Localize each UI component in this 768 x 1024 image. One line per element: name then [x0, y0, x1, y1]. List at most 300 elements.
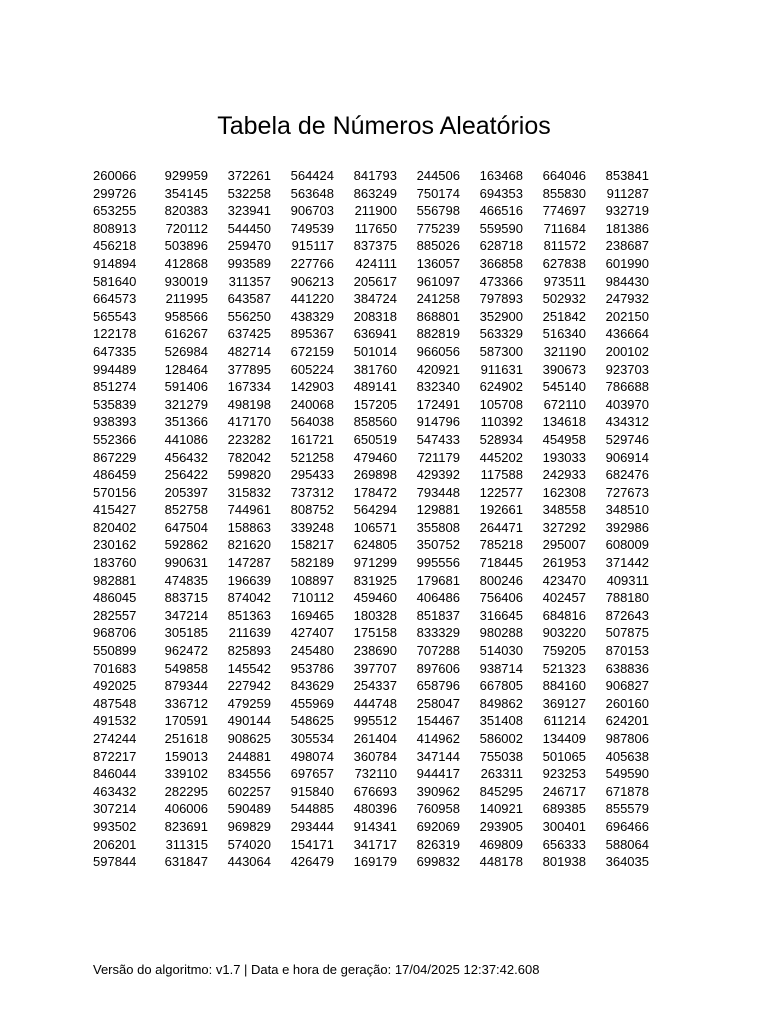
- table-cell: 479259: [227, 695, 271, 711]
- table-row: [88, 695, 649, 713]
- table-cell: 906914: [605, 449, 649, 465]
- table-cell: 958566: [164, 308, 208, 324]
- table-cell: 348558: [542, 502, 586, 518]
- table-cell: 158217: [290, 537, 334, 553]
- table-row: [88, 748, 649, 766]
- table-row: [88, 818, 649, 836]
- table-cell: 360784: [353, 748, 397, 764]
- table-cell: 574020: [227, 836, 271, 852]
- table-cell: 352900: [479, 308, 523, 324]
- table-cell: 689385: [542, 801, 586, 817]
- table-cell: 624805: [353, 537, 397, 553]
- table-cell: 884160: [542, 678, 586, 694]
- table-cell: 637425: [227, 326, 271, 342]
- table-cell: 938393: [93, 414, 137, 430]
- table-row: [88, 185, 649, 203]
- table-cell: 800246: [479, 572, 523, 588]
- table-cell: 482714: [227, 343, 271, 359]
- table-cell: 412868: [164, 255, 208, 271]
- table-row: [88, 572, 649, 590]
- table-cell: 293905: [479, 818, 523, 834]
- table-cell: 479460: [353, 449, 397, 465]
- table-cell: 466516: [479, 203, 523, 219]
- table-row: [88, 220, 649, 238]
- table-cell: 480396: [353, 801, 397, 817]
- table-cell: 849862: [479, 695, 523, 711]
- table-cell: 354145: [164, 185, 208, 201]
- table-row: [88, 413, 649, 431]
- table-cell: 269898: [353, 467, 397, 483]
- table-cell: 206201: [93, 836, 137, 852]
- table-cell: 833329: [416, 625, 460, 641]
- table-cell: 161721: [290, 431, 334, 447]
- table-cell: 158863: [227, 519, 271, 535]
- table-cell: 128464: [164, 361, 208, 377]
- table-cell: 544885: [290, 801, 334, 817]
- table-cell: 863249: [353, 185, 397, 201]
- table-cell: 932719: [605, 203, 649, 219]
- table-cell: 544450: [227, 220, 271, 236]
- table-cell: 501065: [542, 748, 586, 764]
- table-cell: 718445: [479, 555, 523, 571]
- table-cell: 676693: [353, 783, 397, 799]
- table-cell: 552366: [93, 431, 137, 447]
- table-cell: 172491: [416, 396, 460, 412]
- table-cell: 832340: [416, 379, 460, 395]
- table-cell: 707288: [416, 643, 460, 659]
- table-cell: 456432: [164, 449, 208, 465]
- table-cell: 274244: [93, 731, 137, 746]
- table-cell: 260066: [93, 168, 137, 183]
- table-cell: 929959: [164, 168, 208, 183]
- table-cell: 175158: [353, 625, 397, 641]
- table-cell: 895367: [290, 326, 334, 342]
- table-cell: 490144: [227, 713, 271, 729]
- table-cell: 671878: [605, 783, 649, 799]
- table-cell: 202150: [605, 308, 649, 324]
- table-cell: 656333: [542, 836, 586, 852]
- table-cell: 980288: [479, 625, 523, 641]
- table-cell: 564038: [290, 414, 334, 430]
- table-row: [88, 536, 649, 554]
- table-row: [88, 660, 649, 678]
- table-cell: 647335: [93, 343, 137, 359]
- table-cell: 157205: [353, 396, 397, 412]
- table-cell: 196639: [227, 572, 271, 588]
- table-cell: 697657: [290, 766, 334, 782]
- table-cell: 441086: [164, 431, 208, 447]
- table-cell: 529746: [605, 431, 649, 447]
- table-cell: 749539: [290, 220, 334, 236]
- table-cell: 369127: [542, 695, 586, 711]
- table-cell: 227942: [227, 678, 271, 694]
- table-cell: 516340: [542, 326, 586, 342]
- table-cell: 205617: [353, 273, 397, 289]
- table-cell: 995556: [416, 555, 460, 571]
- table-cell: 914894: [93, 255, 137, 271]
- table-cell: 868801: [416, 308, 460, 324]
- table-row: [88, 765, 649, 783]
- table-cell: 489141: [353, 379, 397, 395]
- table-cell: 347214: [164, 607, 208, 623]
- table-cell: 602257: [227, 783, 271, 799]
- footer-generation-info: Versão do algoritmo: v1.7 | Data e hora de geração: 17/04/2025 12:37:42.608: [93, 962, 540, 977]
- table-cell: 351408: [479, 713, 523, 729]
- table-cell: 944417: [416, 766, 460, 782]
- table-cell: 755038: [479, 748, 523, 764]
- table-cell: 801938: [542, 854, 586, 870]
- table-cell: 775239: [416, 220, 460, 236]
- table-cell: 581640: [93, 273, 137, 289]
- table-cell: 782042: [227, 449, 271, 465]
- table-cell: 591406: [164, 379, 208, 395]
- table-cell: 938714: [479, 660, 523, 676]
- table-cell: 564424: [290, 168, 334, 183]
- table-row: [88, 255, 649, 273]
- table-cell: 821620: [227, 537, 271, 553]
- table-cell: 774697: [542, 203, 586, 219]
- table-cell: 559590: [479, 220, 523, 236]
- table-cell: 163468: [479, 168, 523, 183]
- table-cell: 597844: [93, 854, 137, 870]
- table-cell: 445202: [479, 449, 523, 465]
- table-cell: 808913: [93, 220, 137, 236]
- table-cell: 261953: [542, 555, 586, 571]
- table-cell: 570156: [93, 484, 137, 500]
- table-cell: 788180: [605, 590, 649, 606]
- table-cell: 930019: [164, 273, 208, 289]
- table-cell: 588064: [605, 836, 649, 852]
- table-cell: 486459: [93, 467, 137, 483]
- table-cell: 427407: [290, 625, 334, 641]
- table-cell: 240068: [290, 396, 334, 412]
- table-cell: 608009: [605, 537, 649, 553]
- table-cell: 953786: [290, 660, 334, 676]
- table-cell: 154171: [290, 836, 334, 852]
- table-cell: 990631: [164, 555, 208, 571]
- table-cell: 170591: [164, 713, 208, 729]
- table-cell: 915117: [291, 238, 334, 254]
- table-cell: 825893: [227, 643, 271, 659]
- table-cell: 181386: [605, 220, 649, 236]
- table-cell: 599820: [227, 467, 271, 483]
- table-row: [88, 624, 649, 642]
- table-cell: 154467: [416, 713, 460, 729]
- table-cell: 563329: [479, 326, 523, 342]
- table-cell: 692069: [416, 818, 460, 834]
- table-row: [88, 396, 649, 414]
- table-cell: 638836: [605, 660, 649, 676]
- table-cell: 498074: [290, 748, 334, 764]
- table-cell: 923703: [605, 361, 649, 377]
- table-cell: 535839: [93, 396, 137, 412]
- table-cell: 183760: [93, 555, 137, 571]
- table-cell: 903220: [542, 625, 586, 641]
- table-cell: 415427: [93, 502, 137, 518]
- table-cell: 406486: [416, 590, 460, 606]
- table-cell: 424111: [355, 255, 397, 271]
- table-cell: 492025: [93, 678, 137, 694]
- table-cell: 136057: [416, 255, 460, 271]
- table-cell: 341717: [353, 836, 397, 852]
- table-cell: 436664: [605, 326, 649, 342]
- table-cell: 820383: [164, 203, 208, 219]
- table-cell: 879344: [164, 678, 208, 694]
- table-cell: 744961: [227, 502, 271, 518]
- table-cell: 624201: [605, 713, 649, 729]
- table-cell: 845295: [479, 783, 523, 799]
- table-cell: 227766: [290, 255, 334, 271]
- table-cell: 851837: [416, 607, 460, 623]
- table-row: [88, 290, 649, 308]
- table-cell: 911631: [480, 361, 523, 377]
- table-cell: 423470: [542, 572, 586, 588]
- table-cell: 820402: [93, 519, 137, 535]
- table-cell: 852758: [164, 502, 208, 518]
- table-cell: 973511: [543, 273, 586, 289]
- table-cell: 159013: [164, 748, 208, 764]
- table-cell: 711684: [543, 220, 586, 236]
- table-cell: 347144: [416, 748, 460, 764]
- table-cell: 473366: [479, 273, 523, 289]
- table-cell: 244506: [416, 168, 460, 183]
- table-cell: 759205: [542, 643, 586, 659]
- table-cell: 443064: [227, 854, 271, 870]
- table-cell: 426479: [290, 854, 334, 870]
- table-cell: 834556: [227, 766, 271, 782]
- table-cell: 682476: [605, 467, 649, 483]
- table-cell: 565543: [93, 308, 137, 324]
- table-cell: 643587: [227, 291, 271, 307]
- table-cell: 474835: [164, 572, 208, 588]
- table-cell: 258047: [416, 695, 460, 711]
- table-cell: 826319: [416, 836, 460, 852]
- table-row: [88, 167, 649, 185]
- table-cell: 238690: [353, 643, 397, 659]
- table-cell: 350752: [416, 537, 460, 553]
- table-cell: 995512: [353, 713, 397, 729]
- table-cell: 605224: [290, 361, 334, 377]
- table-cell: 377895: [227, 361, 271, 377]
- table-cell: 658796: [416, 678, 460, 694]
- table-cell: 251842: [542, 308, 586, 324]
- table-cell: 906703: [290, 203, 334, 219]
- table-cell: 727673: [605, 484, 649, 500]
- table-cell: 264471: [479, 519, 523, 535]
- table-cell: 811572: [543, 238, 586, 254]
- table-row: [88, 642, 649, 660]
- table-cell: 611214: [543, 713, 586, 729]
- table-cell: 650519: [353, 431, 397, 447]
- table-cell: 923253: [542, 766, 586, 782]
- table-row: [88, 589, 649, 607]
- table-cell: 321279: [164, 396, 208, 412]
- table-cell: 914796: [416, 414, 460, 430]
- table-cell: 487548: [93, 695, 137, 711]
- table-cell: 311315: [165, 836, 208, 852]
- table-cell: 914341: [353, 818, 397, 834]
- table-cell: 915840: [290, 783, 334, 799]
- table-cell: 129881: [416, 502, 460, 518]
- table-cell: 321190: [543, 343, 586, 359]
- table-cell: 110392: [480, 414, 523, 430]
- table-cell: 846044: [93, 766, 137, 782]
- table-cell: 653255: [93, 203, 137, 219]
- table-cell: 545140: [542, 379, 586, 395]
- table-cell: 823691: [164, 818, 208, 834]
- table-cell: 409311: [606, 572, 649, 588]
- table-cell: 507875: [605, 625, 649, 641]
- table-row: [88, 431, 649, 449]
- table-cell: 122577: [479, 484, 523, 500]
- table-cell: 211995: [165, 291, 208, 307]
- table-cell: 966056: [416, 343, 460, 359]
- table-row: [88, 361, 649, 379]
- table-row: [88, 800, 649, 818]
- table-cell: 870153: [605, 643, 649, 659]
- table-cell: 556798: [416, 203, 460, 219]
- table-cell: 178472: [353, 484, 397, 500]
- table-cell: 193033: [542, 449, 586, 465]
- table-cell: 414962: [416, 731, 460, 746]
- table-cell: 311357: [228, 273, 271, 289]
- table-cell: 134409: [542, 731, 586, 746]
- table-cell: 486045: [93, 590, 137, 606]
- table-cell: 211639: [228, 625, 271, 641]
- table-row: [88, 273, 649, 291]
- table-cell: 299726: [93, 185, 137, 201]
- table-cell: 372261: [227, 168, 271, 183]
- table-cell: 855830: [542, 185, 586, 201]
- table-cell: 169465: [290, 607, 334, 623]
- table-cell: 179681: [416, 572, 460, 588]
- table-cell: 906827: [605, 678, 649, 694]
- table-cell: 882819: [416, 326, 460, 342]
- table-cell: 282557: [93, 607, 137, 623]
- table-cell: 162308: [542, 484, 586, 500]
- table-cell: 720112: [165, 220, 208, 236]
- table-cell: 710112: [291, 590, 334, 606]
- table-cell: 305185: [164, 625, 208, 641]
- table-cell: 246717: [542, 783, 586, 799]
- table-cell: 117650: [354, 220, 397, 236]
- table-cell: 667805: [479, 678, 523, 694]
- table-cell: 514030: [479, 643, 523, 659]
- table-cell: 392986: [605, 519, 649, 535]
- table-cell: 971299: [353, 555, 397, 571]
- table-cell: 501014: [353, 343, 397, 359]
- table-cell: 592862: [164, 537, 208, 553]
- table-cell: 987806: [605, 731, 649, 746]
- table-cell: 906213: [290, 273, 334, 289]
- table-cell: 448178: [479, 854, 523, 870]
- table-cell: 105708: [479, 396, 523, 412]
- table-row: [88, 449, 649, 467]
- table-cell: 993502: [93, 818, 137, 834]
- table-cell: 122178: [93, 326, 137, 342]
- table-cell: 628718: [479, 238, 523, 254]
- table-cell: 429392: [416, 467, 460, 483]
- table-cell: 699832: [416, 854, 460, 870]
- table-cell: 808752: [290, 502, 334, 518]
- table-cell: 503896: [164, 238, 208, 254]
- table-cell: 366858: [479, 255, 523, 271]
- table-cell: 961097: [416, 273, 460, 289]
- table-cell: 315832: [227, 484, 271, 500]
- table-cell: 406006: [164, 801, 208, 817]
- table-cell: 853841: [605, 168, 649, 183]
- table-cell: 672159: [290, 343, 334, 359]
- table-row: [88, 712, 649, 730]
- table-cell: 169179: [353, 854, 397, 870]
- table-cell: 548625: [290, 713, 334, 729]
- table-cell: 843629: [290, 678, 334, 694]
- table-cell: 750174: [416, 185, 460, 201]
- table-cell: 323941: [227, 203, 271, 219]
- table-cell: 192661: [479, 502, 523, 518]
- table-cell: 339248: [290, 519, 334, 535]
- table-cell: 564294: [353, 502, 397, 518]
- table-cell: 463432: [93, 783, 137, 799]
- table-cell: 300401: [542, 818, 586, 834]
- table-cell: 994489: [93, 361, 137, 377]
- table-cell: 295433: [290, 467, 334, 483]
- table-cell: 502932: [542, 291, 586, 307]
- table-cell: 498198: [227, 396, 271, 412]
- table-cell: 200102: [605, 343, 649, 359]
- table-cell: 647504: [164, 519, 208, 535]
- table-cell: 549590: [605, 766, 649, 782]
- table-cell: 145542: [227, 660, 271, 676]
- table-cell: 134618: [542, 414, 586, 430]
- table-cell: 242933: [542, 467, 586, 483]
- table-cell: 305534: [290, 731, 334, 746]
- table-cell: 851274: [93, 379, 137, 395]
- table-cell: 456218: [93, 238, 137, 254]
- table-row: [88, 783, 649, 801]
- table-cell: 636941: [353, 326, 397, 342]
- table-cell: 381760: [353, 361, 397, 377]
- table-cell: 756406: [479, 590, 523, 606]
- table-cell: 384724: [353, 291, 397, 307]
- table-cell: 851363: [227, 607, 271, 623]
- table-cell: 872217: [93, 748, 137, 764]
- table-cell: 364035: [605, 854, 649, 870]
- page-title: Tabela de Números Aleatórios: [217, 112, 551, 140]
- table-cell: 293444: [290, 818, 334, 834]
- table-cell: 721179: [417, 449, 460, 465]
- table-cell: 469809: [479, 836, 523, 852]
- table-cell: 908625: [227, 731, 271, 746]
- table-cell: 295007: [542, 537, 586, 553]
- table-cell: 251618: [164, 731, 208, 746]
- table-cell: 883715: [164, 590, 208, 606]
- table-cell: 282295: [164, 783, 208, 799]
- table-cell: 348510: [605, 502, 649, 518]
- table-cell: 694353: [479, 185, 523, 201]
- table-cell: 455969: [290, 695, 334, 711]
- table-cell: 586002: [479, 731, 523, 746]
- table-cell: 631847: [164, 854, 208, 870]
- table-row: [88, 519, 649, 537]
- table-cell: 238687: [605, 238, 649, 254]
- table-cell: 732110: [354, 766, 397, 782]
- table-cell: 211900: [354, 203, 397, 219]
- table-cell: 327292: [542, 519, 586, 535]
- table-cell: 885026: [416, 238, 460, 254]
- table-cell: 701683: [93, 660, 137, 676]
- table-row: [88, 677, 649, 695]
